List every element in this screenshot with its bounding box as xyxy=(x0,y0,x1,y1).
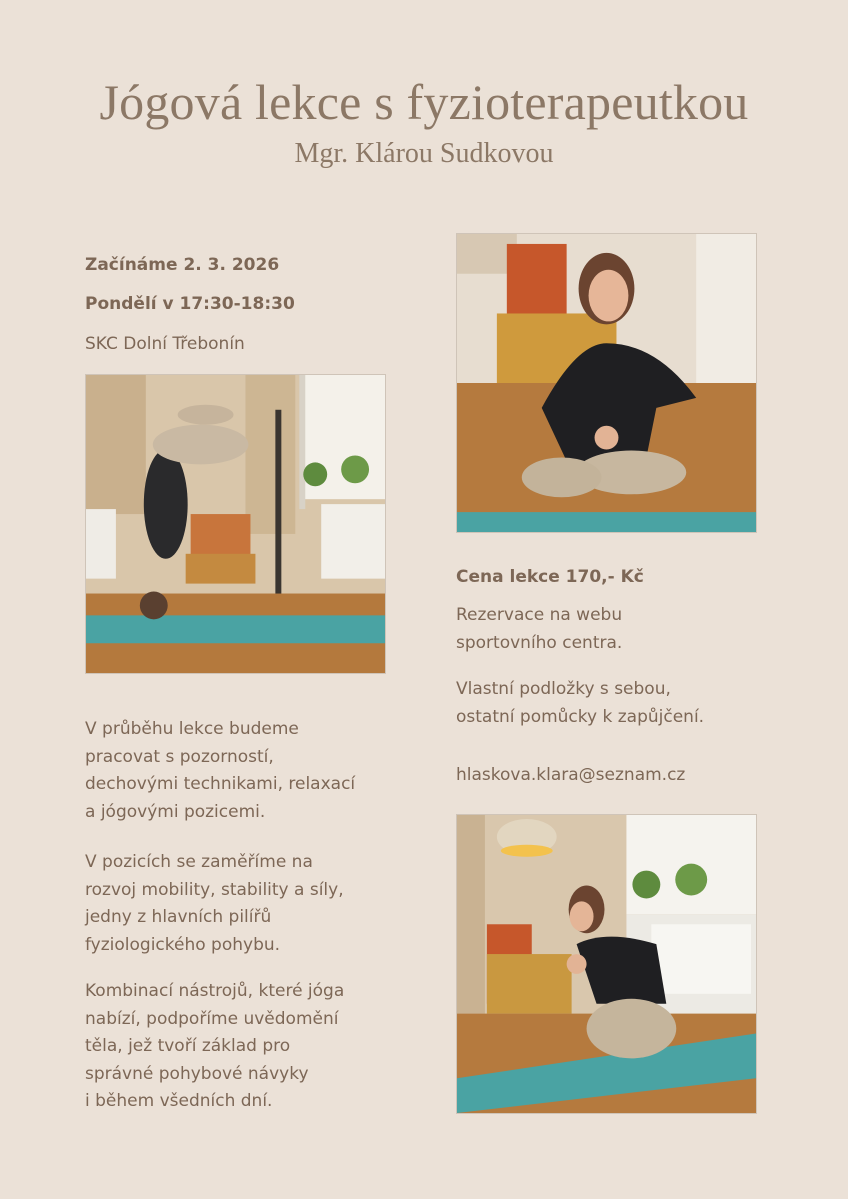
start-date: Začínáme 2. 3. 2026 xyxy=(85,255,280,275)
reservation-line-2: sportovního centra. xyxy=(456,633,623,653)
description-paragraph-1 xyxy=(85,716,405,826)
price: Cena lekce 170,- Kč xyxy=(456,567,644,587)
paragraph-line: dechovými technikami, relaxací xyxy=(85,774,356,794)
paragraph-line: pracovat s pozorností, xyxy=(85,746,274,767)
paragraph-line: a jógovými pozicemi. xyxy=(85,801,266,822)
schedule: Pondělí v 17:30-18:30 xyxy=(85,294,295,314)
paragraph-line: těla, jež tvoří základ pro xyxy=(85,1036,291,1056)
paragraph-line: Kombinací nástrojů, které jóga xyxy=(85,981,345,1001)
contact-email[interactable]: hlaskova.klara@seznam.cz xyxy=(456,765,686,785)
paragraph-line: V průběhu lekce budeme xyxy=(85,719,299,739)
location: SKC Dolní Třebonín xyxy=(85,334,245,354)
paragraph-line: V pozicích se zaměříme na xyxy=(85,852,313,872)
paragraph-line: i během všedních dní. xyxy=(85,1091,273,1111)
paragraph-line: jedny z hlavních pilířů xyxy=(85,907,272,927)
description-paragraph-3 xyxy=(85,978,405,1116)
mats-line-2: ostatní pomůcky k zapůjčení. xyxy=(456,707,705,727)
paragraph-line: fyziologického pohybu. xyxy=(85,934,281,955)
mats-line-1: Vlastní podložky s sebou, xyxy=(456,679,671,699)
photo-squat-smile xyxy=(456,233,757,533)
photo-headstand xyxy=(85,374,386,674)
page-title: Jógová lekce s fyzioterapeutkou xyxy=(99,74,749,130)
paragraph-line: rozvoj mobility, stability a síly, xyxy=(85,879,344,900)
description-paragraph-2 xyxy=(85,849,405,959)
paragraph-line: správné pohybové návyky xyxy=(85,1063,309,1084)
reservation-line-1: Rezervace na webu xyxy=(456,605,623,625)
page-subtitle: Mgr. Klárou Sudkovou xyxy=(294,138,554,169)
paragraph-line: nabízí, podpoříme uvědomění xyxy=(85,1008,339,1029)
photo-malasana xyxy=(456,814,757,1114)
